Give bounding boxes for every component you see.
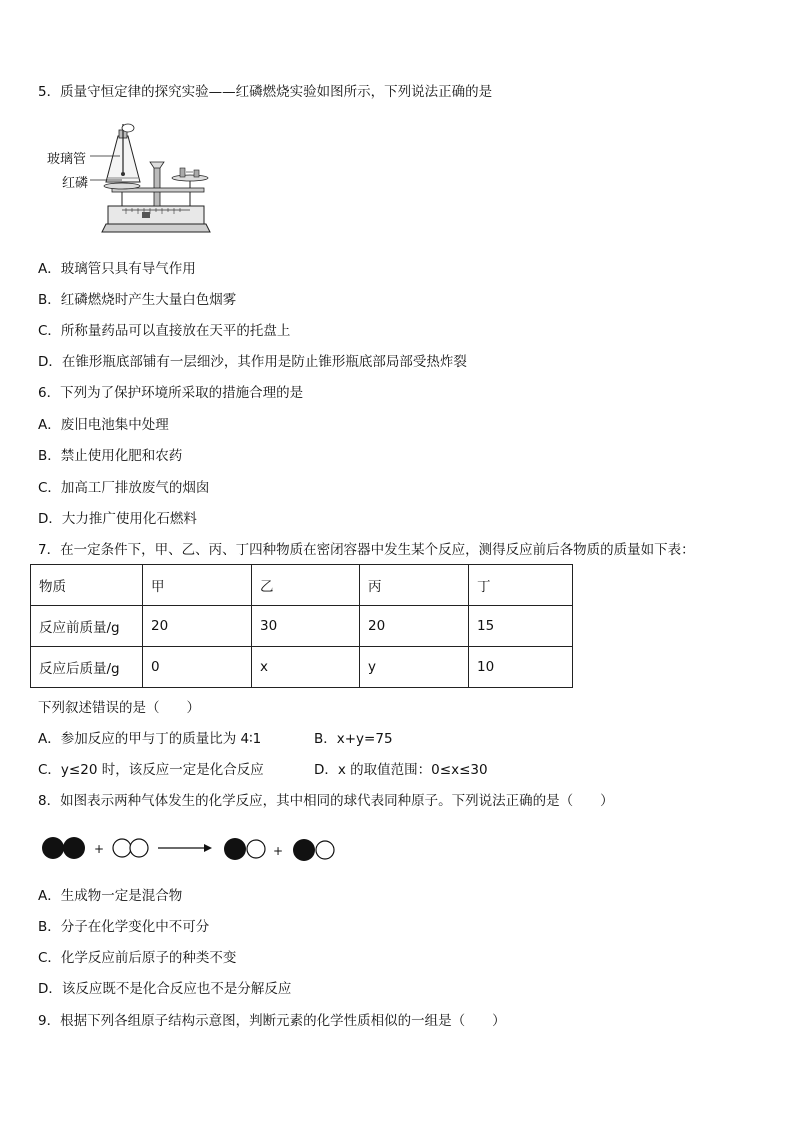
white-atom — [113, 839, 131, 857]
table-cell: 物质 — [31, 565, 143, 606]
table-cell: 30 — [252, 606, 360, 647]
q6-option-c[interactable]: C．加高工厂排放废气的烟囱 — [38, 480, 210, 496]
mass-table — [30, 564, 573, 688]
black-atom — [42, 837, 64, 859]
table-cell: y — [360, 647, 469, 688]
plus-sign: + — [94, 842, 105, 856]
q5-option-d[interactable]: D．在锥形瓶底部铺有一层细沙，其作用是防止锥形瓶底部局部受热炸裂 — [38, 354, 467, 370]
q6-stem: 6．下列为了保护环境所采取的措施合理的是 — [38, 385, 304, 401]
table-row — [31, 647, 573, 688]
table-cell: 20 — [360, 606, 469, 647]
table-cell: x — [252, 647, 360, 688]
white-atom — [247, 840, 265, 858]
q5-option-b[interactable]: B．红磷燃烧时产生大量白色烟雾 — [38, 292, 237, 308]
q8-option-c[interactable]: C．化学反应前后原子的种类不变 — [38, 950, 237, 966]
table-cell: 0 — [143, 647, 252, 688]
table-cell: 15 — [469, 606, 573, 647]
molecule-reaction-diagram — [38, 832, 348, 866]
table-row — [31, 606, 573, 647]
table-row — [31, 565, 573, 606]
q8-stem: 8．如图表示两种气体发生的化学反应，其中相同的球代表同种原子。下列说法正确的是（ ） — [38, 793, 614, 809]
glass-tube-label: 玻璃管 — [47, 152, 87, 167]
q7-option-d[interactable]: D．x 的取值范围：0≤x≤30 — [314, 762, 488, 778]
q8-option-b[interactable]: B．分子在化学变化中不可分 — [38, 919, 210, 935]
q8-option-a[interactable]: A．生成物一定是混合物 — [38, 888, 183, 904]
q7-option-b[interactable]: B．x+y=75 — [314, 731, 393, 747]
red-phosphorus-label: 红磷 — [62, 176, 89, 191]
table-cell: 丙 — [360, 565, 469, 606]
q7-question: 下列叙述错误的是（ ） — [38, 700, 200, 716]
q5-option-c[interactable]: C．所称量药品可以直接放在天平的托盘上 — [38, 323, 291, 339]
table-cell: 10 — [469, 647, 573, 688]
table-cell: 丁 — [469, 565, 573, 606]
table-cell: 乙 — [252, 565, 360, 606]
q6-option-b[interactable]: B．禁止使用化肥和农药 — [38, 448, 183, 464]
table-cell: 20 — [143, 606, 252, 647]
table-cell: 反应后质量/g — [31, 647, 143, 688]
label-leader-lines — [90, 150, 130, 190]
table-cell: 甲 — [143, 565, 252, 606]
white-atom — [130, 839, 148, 857]
q7-option-a[interactable]: A．参加反应的甲与丁的质量比为 4∶1 — [38, 731, 262, 747]
q5-stem: 5．质量守恒定律的探究实验——红磷燃烧实验如图所示，下列说法正确的是 — [38, 84, 493, 100]
q5-option-a[interactable]: A．玻璃管只具有导气作用 — [38, 261, 196, 277]
black-atom — [224, 838, 246, 860]
q7-stem: 7．在一定条件下，甲、乙、丙、丁四种物质在密闭容器中发生某个反应，测得反应前后各物质的质量如下表： — [38, 542, 695, 558]
plus-sign: + — [273, 844, 284, 858]
black-atom — [63, 837, 85, 859]
q6-option-a[interactable]: A．废旧电池集中处理 — [38, 417, 169, 433]
q8-option-d[interactable]: D．该反应既不是化合反应也不是分解反应 — [38, 981, 292, 997]
q9-stem: 9．根据下列各组原子结构示意图，判断元素的化学性质相似的一组是（ ） — [38, 1013, 506, 1029]
black-atom — [293, 839, 315, 861]
white-atom — [316, 841, 334, 859]
q7-option-c[interactable]: C．y≤20 时，该反应一定是化合反应 — [38, 762, 264, 778]
table-cell: 反应前质量/g — [31, 606, 143, 647]
q6-option-d[interactable]: D．大力推广使用化石燃料 — [38, 511, 197, 527]
